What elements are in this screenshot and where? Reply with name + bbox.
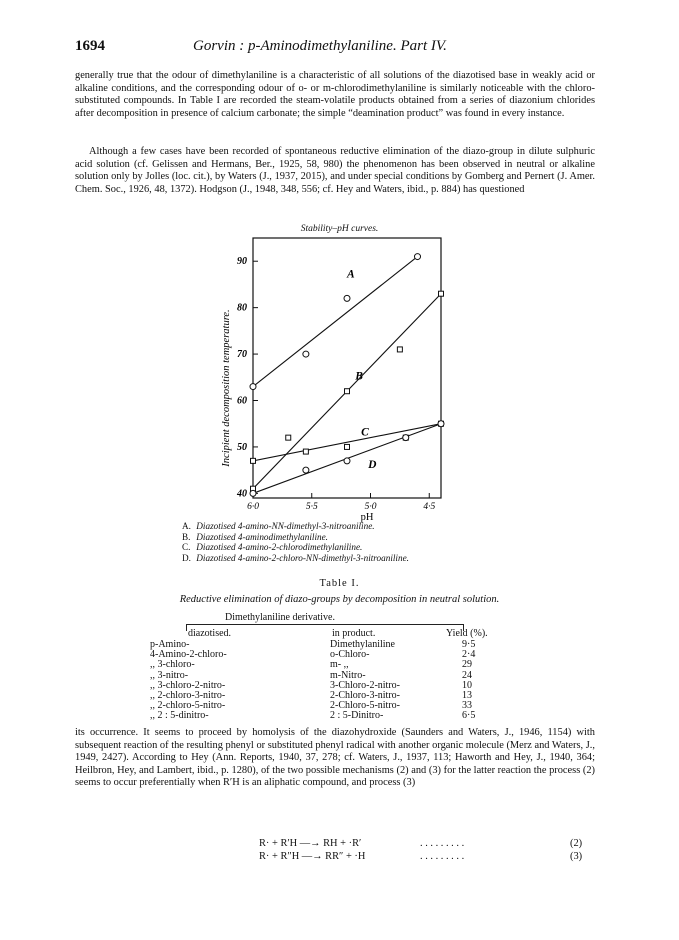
y-tick-label: 40 [237, 488, 247, 500]
y-tick-label: 50 [237, 441, 247, 453]
x-tick-label: 4·5 [423, 502, 436, 512]
running-head: Gorvin : p-Aminodimethylaniline. Part IV. [193, 38, 447, 54]
x-tick-label: 6·0 [247, 502, 259, 512]
table-col-product: in product. [332, 628, 376, 639]
table-row [140, 710, 550, 720]
legend-item [182, 521, 409, 532]
table-cell: ,, 3-nitro- [150, 669, 189, 681]
table-cell: m- ,, [330, 659, 349, 671]
table-cell: 9·5 [462, 639, 476, 650]
series-line-A [253, 257, 418, 387]
table-cell: 4-Amino-2-chloro- [150, 649, 227, 661]
table-row [140, 659, 550, 669]
equation-expr: R· + R′H —→ RH + ·R′ [259, 838, 362, 849]
data-point-B [397, 347, 402, 352]
table-cell: ,, 2 : 5-dinitro- [150, 710, 209, 722]
table-cell: ,, 2-chloro-5-nitro- [150, 700, 226, 712]
data-point-A [250, 384, 256, 390]
legend-text: Diazotised 4-amino-2-chlorodimethylaniline. [194, 542, 363, 552]
table-cell: 24 [462, 669, 472, 681]
data-point-D [438, 421, 444, 427]
table-row [140, 649, 550, 659]
legend-text: Diazotised 4-amino-NN-dimethyl-3-nitroaniline. [194, 521, 375, 531]
legend-key: A. [182, 521, 191, 531]
data-point-C [251, 458, 256, 463]
legend-item [182, 532, 409, 543]
series-label-B: B [355, 370, 363, 383]
data-point-B [439, 291, 444, 296]
paragraph-1 [75, 70, 595, 120]
table-cell: 2-Chloro-3-nitro- [330, 690, 400, 701]
paragraph-2 [75, 146, 595, 196]
data-point-C [303, 449, 308, 454]
x-tick-label: 5·5 [305, 502, 318, 512]
paragraph-3 [75, 727, 595, 790]
table-cell: 33 [462, 700, 472, 712]
table-cell: ,, 3-chloro- [150, 659, 195, 671]
table-group-header: Dimethylaniline derivative. [225, 612, 335, 623]
table-cell: 2 : 5-Dinitro- [330, 710, 384, 722]
figure-caption: Stability–pH curves. [300, 224, 379, 234]
table-row [140, 639, 550, 649]
table-cell: o-Chloro- [330, 649, 370, 661]
table-row [140, 690, 550, 700]
equation-expr: R· + R″H —→ RR″ + ·H [259, 851, 366, 862]
x-tick-label: 5·0 [364, 502, 377, 512]
series-label-D: D [368, 458, 377, 471]
y-tick-label: 90 [237, 256, 247, 268]
table-row [140, 670, 550, 680]
data-point-D [403, 435, 409, 441]
legend-text: Diazotised 4-aminodimethylaniline. [194, 531, 328, 542]
paragraph-1-text: generally true that the odour of dimethylaniline is a characteristic of all solutions of the diazotised base in weakly acid or alkaline conditions, and the corresponding odour of o- or m-chlorodimethylaniline is similarly noticeable with the chloro-substituted compounds. In Table I are recorded the steam-volatile products obtained from a series of diazonium chlorides after decomposition in presence of calcium carbonate; the simple “deamination product” was found in every instance. [75, 70, 595, 119]
paragraph-2-text: Although a few cases have been recorded of spontaneous reductive elimination of the diazo-group in dilute sulphuric acid solution (cf. Gelissen and Hermans, Ber., 1925, 58, 980) the phenomenon has been observed in neutral or alkaline solution only by Jolles (loc. cit.), by Waters (J., 1937, 2015), and under special conditions by Gomberg and Pernert (J. Amer. Chem. Soc., 1926, 48, 1372). Hodgson (J., 1948, 348, 556; cf. Hey and Waters, ibid., p. 884) has questioned [75, 146, 595, 195]
table-cell: Dimethylaniline [330, 639, 395, 650]
table-cell: 13 [462, 690, 472, 701]
table-cell: 3-Chloro-2-nitro- [330, 679, 400, 691]
table-cell: 2·4 [462, 649, 476, 661]
data-point-D [344, 458, 350, 464]
table-cell: m-Nitro- [330, 669, 366, 681]
legend-key: B. [182, 531, 191, 542]
table-row [140, 700, 550, 710]
legend-text: Diazotised 4-amino-2-chloro-NN-dimethyl-3-nitroaniline. [194, 552, 409, 563]
x-axis-label: pH [360, 512, 374, 523]
y-axis-label: Incipient decomposition temperature. [221, 309, 232, 467]
y-tick-label: 60 [237, 395, 247, 407]
table-cell: ,, 3-chloro-2-nitro- [150, 679, 226, 691]
y-tick-label: 80 [237, 302, 247, 314]
equation-dots: . . . . . . . . . [420, 838, 465, 849]
table-caption: Reductive elimination of diazo-groups by decomposition in neutral solution. [179, 594, 500, 605]
paragraph-3-text: its occurrence. It seems to proceed by homolysis of the diazohydroxide (Saunders and Waters, J., 1946, 1154) with subsequent reaction of the resulting phenyl or substituted phenyl radical with another organic molecule (Merz and Waters, J., 1949, 2427). According to Hey (Ann. Reports, 1940, 37, 278; cf. Waters, J., 1937, 113; Haworth and Hey, J., 1940, 364; Heilbron, Hey, and Lambert, ibid., p. 1280), of the two possible mechanisms (2) and (3) for the latter reaction the process (2) seems to occur preferentially when R′H is an aliphatic compound, and process (3) [75, 727, 595, 789]
table-cell: 10 [462, 679, 472, 691]
series-line-C [253, 424, 441, 461]
data-point-B [345, 389, 350, 394]
legend-item [182, 542, 409, 553]
data-point-D [303, 467, 309, 473]
equation-number: (2) [570, 838, 583, 849]
figure-legend [182, 521, 409, 563]
table-cell: 29 [462, 659, 472, 671]
equation-number: (3) [570, 851, 583, 862]
equation-dots: . . . . . . . . . [420, 851, 465, 862]
table-col-diazotised: diazotised. [188, 628, 232, 639]
page-number: 1694 [75, 38, 105, 54]
page-header [75, 38, 615, 58]
chart-series-markers [250, 254, 444, 497]
series-label-C: C [361, 426, 369, 439]
data-point-D [250, 490, 256, 496]
data-point-B [286, 435, 291, 440]
data-point-A [303, 351, 309, 357]
data-point-C [345, 444, 350, 449]
table-cell: ,, 2-chloro-3-nitro- [150, 690, 226, 701]
y-tick-label: 70 [237, 349, 247, 361]
series-label-A: A [347, 268, 355, 281]
table-title: Table I. [319, 578, 360, 589]
table-row [140, 680, 550, 690]
stability-ph-chart [215, 234, 455, 524]
table-cell: p-Amino- [150, 639, 190, 650]
table-cell: 6·5 [462, 710, 476, 722]
table-col-yield: Yield (%). [446, 628, 488, 639]
data-point-A [344, 295, 350, 301]
legend-key: C. [182, 542, 191, 552]
table-cell: 2-Chloro-5-nitro- [330, 700, 400, 712]
data-point-A [415, 254, 421, 260]
legend-key: D. [182, 552, 191, 563]
legend-item [182, 553, 409, 564]
